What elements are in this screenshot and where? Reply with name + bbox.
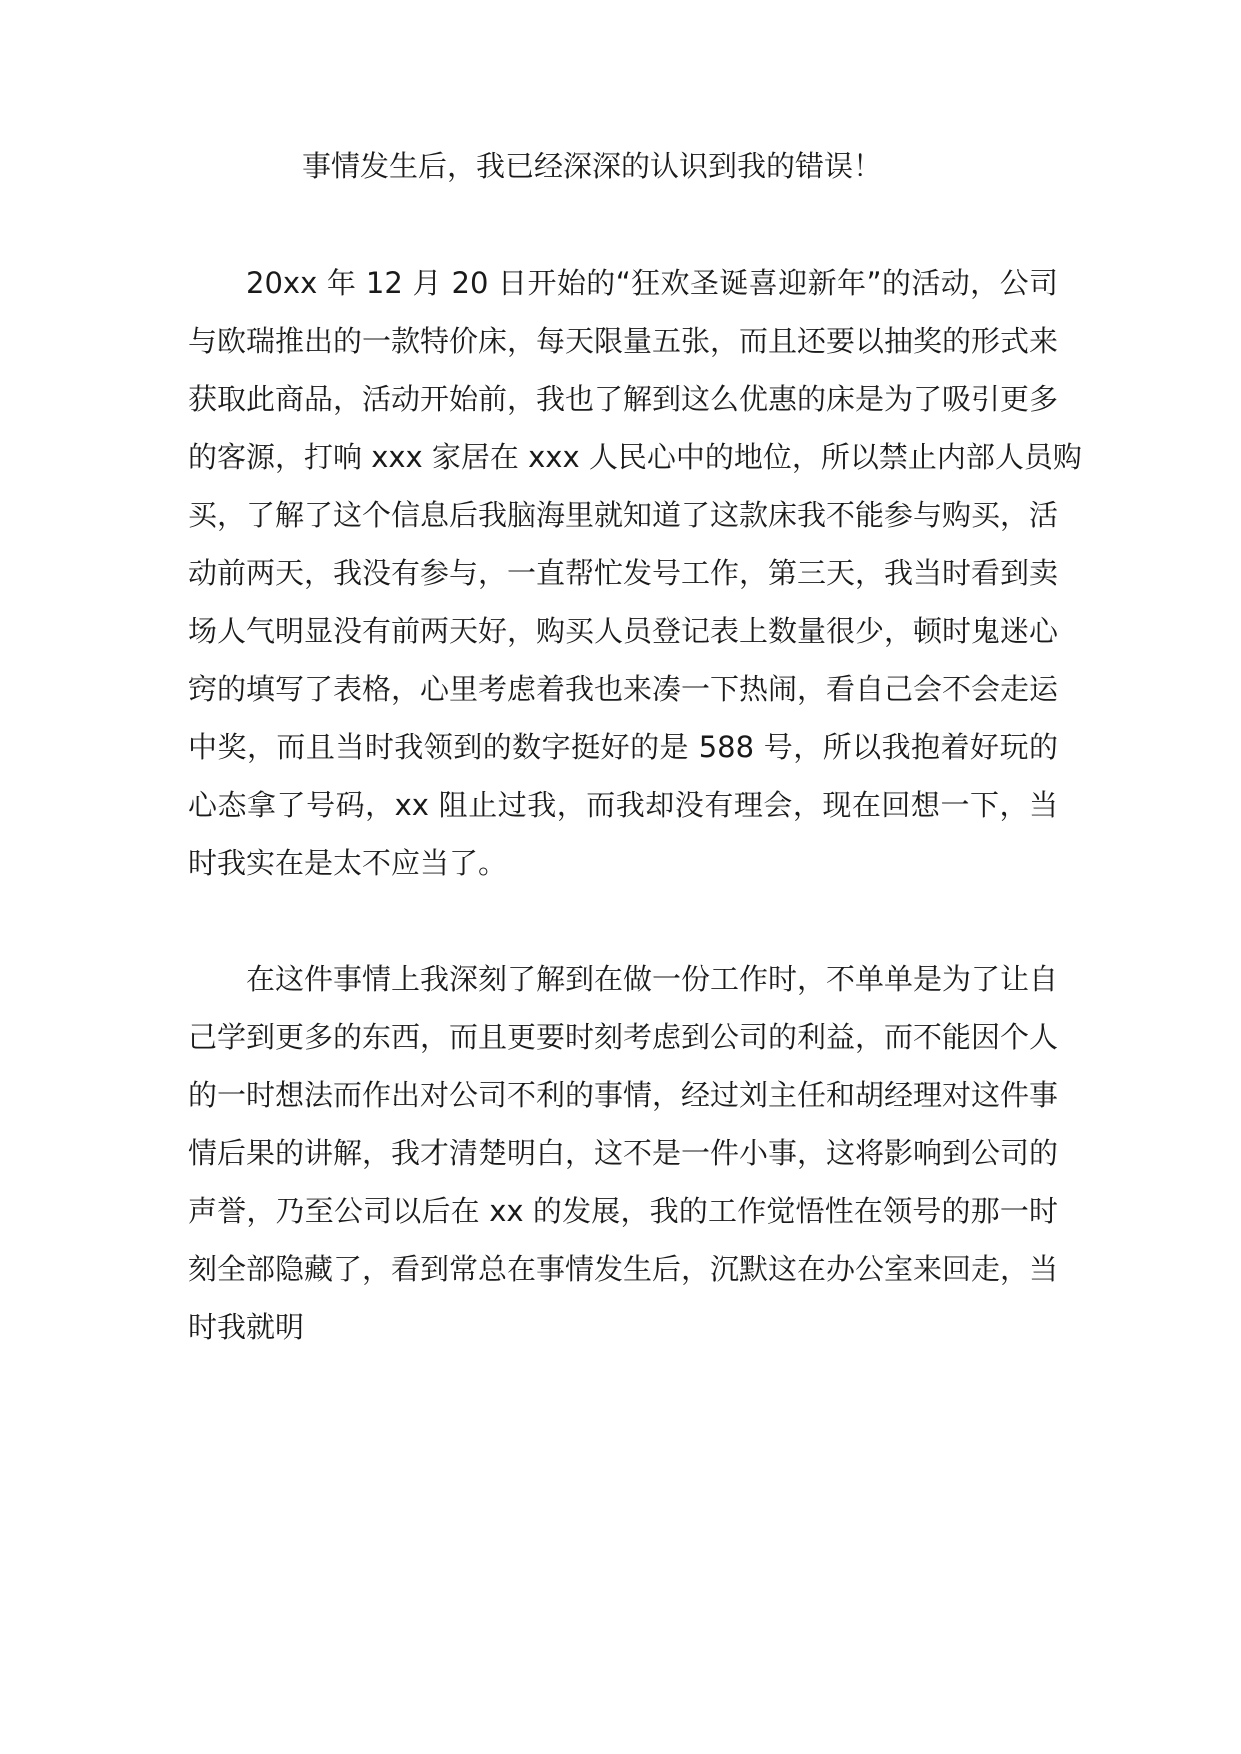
paragraph-1-line-2: 与欧瑞推出的一款特价床，每天限量五张，而且还要以抽奖的形式来 (188, 324, 1059, 358)
paragraph-1-line-11: 时我实在是太不应当了。 (188, 846, 508, 880)
paragraph-2-line-4: 情后果的讲解，我才清楚明白，这不是一件小事，这将影响到公司的 (188, 1136, 1059, 1170)
paragraph-1-line-6: 动前两天，我没有参与，一直帮忙发号工作，第三天，我当时看到卖 (188, 556, 1059, 590)
heading-line: 事情发生后，我已经深深的认识到我的错误！ (302, 149, 883, 183)
paragraph-2-line-5: 声誉，乃至公司以后在 xx 的发展，我的工作觉悟性在领号的那一时 (188, 1194, 1058, 1228)
paragraph-2-line-7: 时我就明 (188, 1310, 305, 1344)
paragraph-1-line-9: 中奖，而且当时我领到的数字挺好的是 588 号，所以我抱着好玩的 (188, 730, 1058, 764)
paragraph-2-line-2: 己学到更多的东西，而且更要时刻考虑到公司的利益，而不能因个人 (188, 1020, 1059, 1054)
paragraph-1-line-3: 获取此商品，活动开始前，我也了解到这么优惠的床是为了吸引更多 (188, 382, 1059, 416)
paragraph-1-line-7: 场人气明显没有前两天好，购买人员登记表上数量很少，顿时鬼迷心 (188, 614, 1059, 648)
paragraph-2-line-6: 刻全部隐藏了，看到常总在事情发生后，沉默这在办公室来回走，当 (188, 1252, 1059, 1286)
paragraph-1-line-5: 买，了解了这个信息后我脑海里就知道了这款床我不能参与购买，活 (188, 498, 1059, 532)
paragraph-1-line-1: 20xx 年 12 月 20 日开始的“狂欢圣诞喜迎新年”的活动，公司 (246, 266, 1058, 300)
paragraph-2-line-1: 在这件事情上我深刻了解到在做一份工作时，不单单是为了让自 (246, 962, 1059, 996)
paragraph-1-line-4: 的客源，打响 xxx 家居在 xxx 人民心中的地位，所以禁止内部人员购 (188, 440, 1082, 474)
paragraph-1-line-8: 窍的填写了表格，心里考虑着我也来凑一下热闹，看自己会不会走运 (188, 672, 1059, 706)
paragraph-1-line-10: 心态拿了号码，xx 阻止过我，而我却没有理会，现在回想一下，当 (188, 788, 1058, 822)
paragraph-2-line-3: 的一时想法而作出对公司不利的事情，经过刘主任和胡经理对这件事 (188, 1078, 1059, 1112)
